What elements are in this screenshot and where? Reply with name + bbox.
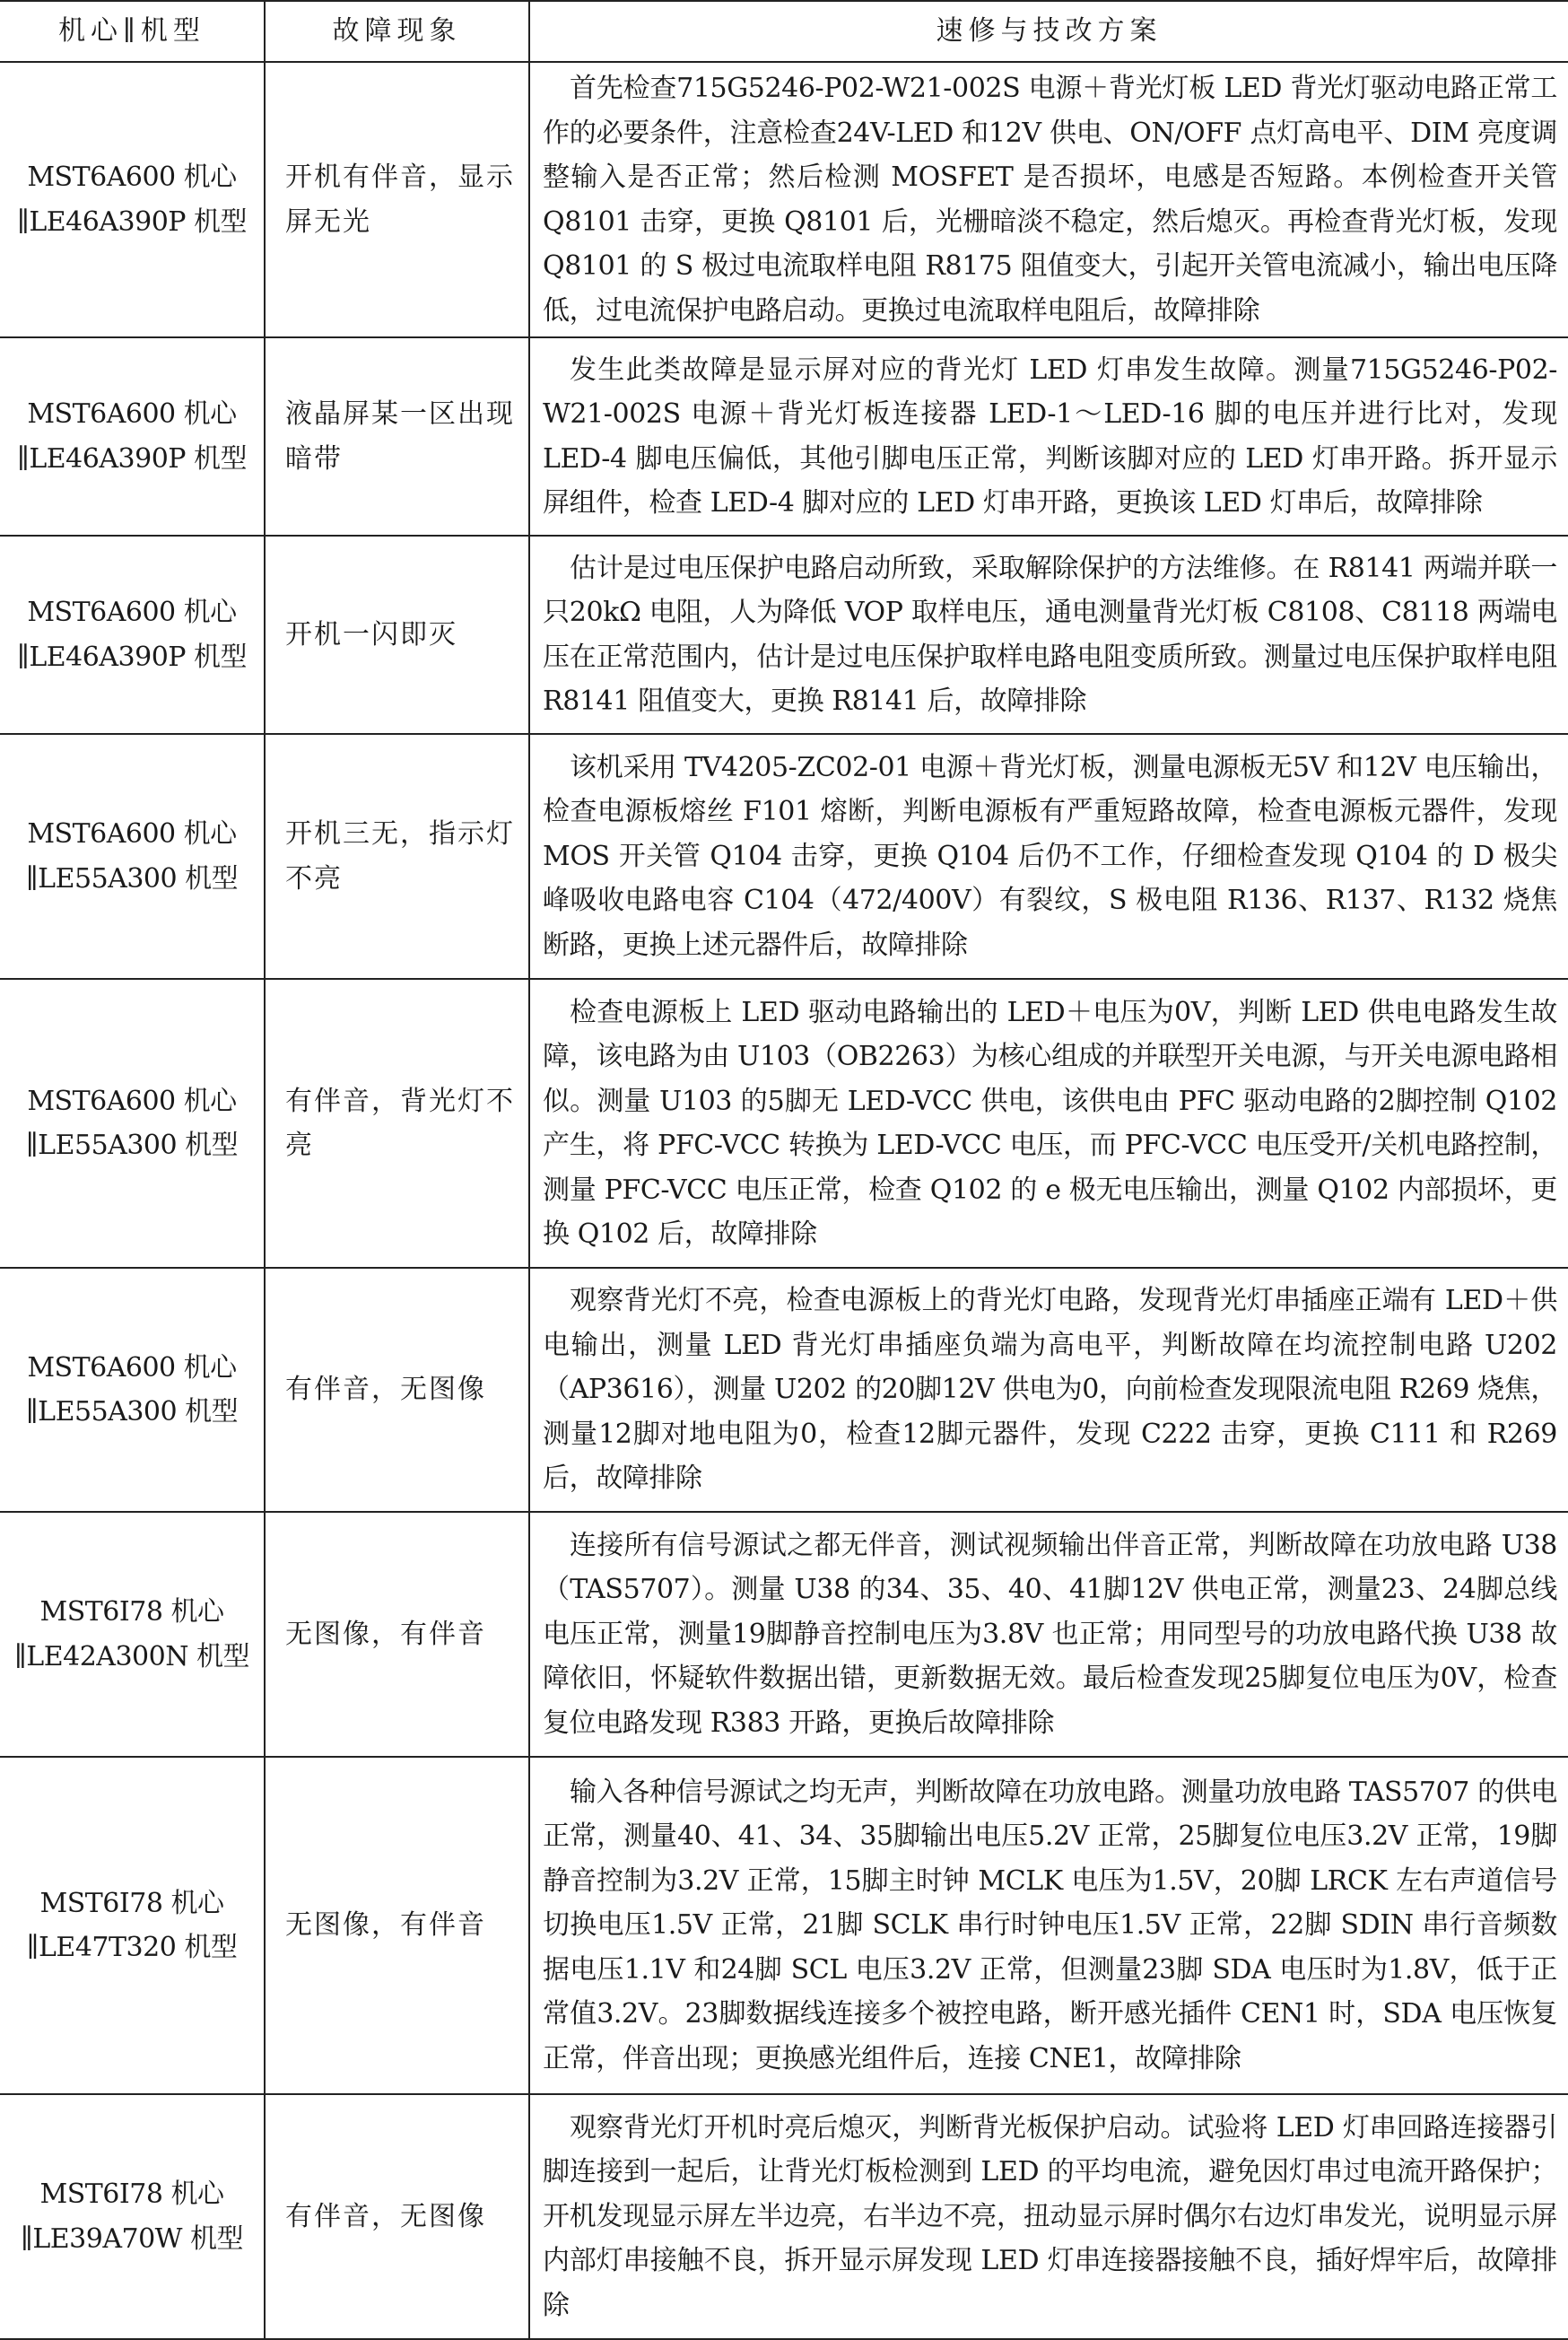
table-row	[0, 734, 1568, 979]
cell-solution: 观察背光灯不亮，检查电源板上的背光灯电路，发现背光灯串插座正端有 LED＋供电输出，测量 LED 背光灯串插座负端为高电平，判断故障在均流控制电路 U202（AP3616），测量 U202 的20脚12V 供电为0，向前检查发现限流电阻 R269 烧焦，测量12脚对地电阻为0，检查12脚元器件，发现 C222 击穿，更换 C111 和 R269 后，故障排除	[529, 1268, 1568, 1512]
cell-symptom: 开机一闪即灭	[265, 536, 529, 734]
cell-symptom: 开机有伴音，显示屏无光	[265, 62, 529, 337]
table-row	[0, 979, 1568, 1268]
cell-symptom: 开机三无，指示灯不亮	[265, 734, 529, 979]
table-row	[0, 2094, 1568, 2339]
cell-model: MST6A600 机心∥LE55A300 机型	[0, 734, 265, 979]
cell-solution: 发生此类故障是显示屏对应的背光灯 LED 灯串发生故障。测量715G5246-P02-W21-002S 电源＋背光灯板连接器 LED-1～LED-16 脚的电压并进行比对，发现 LED-4 脚电压偏低，其他引脚电压正常，判断该脚对应的 LED 灯串开路。拆开显示屏组件，检查 LED-4 脚对应的 LED 灯串开路，更换该 LED 灯串后，故障排除	[529, 337, 1568, 536]
table-body	[0, 62, 1568, 2339]
header-symptom: 故障现象	[265, 1, 529, 62]
cell-model: MST6A600 机心∥LE46A390P 机型	[0, 536, 265, 734]
table-row	[0, 1512, 1568, 1757]
cell-model: MST6A600 机心∥LE46A390P 机型	[0, 337, 265, 536]
cell-solution: 首先检查715G5246-P02-W21-002S 电源＋背光灯板 LED 背光灯驱动电路正常工作的必要条件，注意检查24V-LED 和12V 供电、ON/OFF 点灯高电平、DIM 亮度调整输入是否正常；然后检测 MOSFET 是否损坏，电感是否短路。本例检查开关管 Q8101 击穿，更换 Q8101 后，光栅暗淡不稳定，然后熄灭。再检查背光灯板，发现 Q8101 的 S 极过电流取样电阻 R8175 阻值变大，引起开关管电流减小，输出电压降低，过电流保护电路启动。更换过电流取样电阻后，故障排除	[529, 62, 1568, 337]
table-row	[0, 1757, 1568, 2094]
cell-symptom: 有伴音，无图像	[265, 1268, 529, 1512]
header-solution: 速修与技改方案	[529, 1, 1568, 62]
header-row	[0, 1, 1568, 62]
table-row	[0, 536, 1568, 734]
table-row	[0, 1268, 1568, 1512]
cell-symptom: 无图像，有伴音	[265, 1757, 529, 2094]
table-header	[0, 1, 1568, 62]
table-row	[0, 62, 1568, 337]
cell-model: MST6A600 机心∥LE46A390P 机型	[0, 62, 265, 337]
cell-symptom: 液晶屏某一区出现暗带	[265, 337, 529, 536]
cell-solution: 估计是过电压保护电路启动所致，采取解除保护的方法维修。在 R8141 两端并联一只20kΩ 电阻，人为降低 VOP 取样电压，通电测量背光灯板 C8108、C8118 两端电压在正常范围内，估计是过电压保护取样电路电阻变质所致。测量过电压保护取样电阻 R8141 阻值变大，更换 R8141 后，故障排除	[529, 536, 1568, 734]
cell-model: MST6I78 机心∥LE39A70W 机型	[0, 2094, 265, 2339]
cell-solution: 检查电源板上 LED 驱动电路输出的 LED＋电压为0V，判断 LED 供电电路发生故障，该电路为由 U103（OB2263）为核心组成的并联型开关电源，与开关电源电路相似。测量 U103 的5脚无 LED-VCC 供电，该供电由 PFC 驱动电路的2脚控制 Q102 产生，将 PFC-VCC 转换为 LED-VCC 电压，而 PFC-VCC 电压受开/关机电路控制，测量 PFC-VCC 电压正常，检查 Q102 的 e 极无电压输出，测量 Q102 内部损坏，更换 Q102 后，故障排除	[529, 979, 1568, 1268]
header-model: 机心∥机型	[0, 1, 265, 62]
cell-model: MST6A600 机心∥LE55A300 机型	[0, 979, 265, 1268]
table-row	[0, 337, 1568, 536]
cell-model: MST6I78 机心∥LE42A300N 机型	[0, 1512, 265, 1757]
cell-solution: 连接所有信号源试之都无伴音，测试视频输出伴音正常，判断故障在功放电路 U38（TAS5707）。测量 U38 的34、35、40、41脚12V 供电正常，测量23、24脚总线电压正常，测量19脚静音控制电压为3.8V 也正常；用同型号的功放电路代换 U38 故障依旧，怀疑软件数据出错，更新数据无效。最后检查发现25脚复位电压为0V，检查复位电路发现 R383 开路，更换后故障排除	[529, 1512, 1568, 1757]
cell-symptom: 无图像，有伴音	[265, 1512, 529, 1757]
cell-model: MST6A600 机心∥LE55A300 机型	[0, 1268, 265, 1512]
cell-model: MST6I78 机心∥LE47T320 机型	[0, 1757, 265, 2094]
cell-solution: 观察背光灯开机时亮后熄灭，判断背光板保护启动。试验将 LED 灯串回路连接器引脚连接到一起后，让背光灯板检测到 LED 的平均电流，避免因灯串过电流开路保护；开机发现显示屏左半边亮，右半边不亮，扭动显示屏时偶尔右边灯串发光，说明显示屏内部灯串接触不良，拆开显示屏发现 LED 灯串连接器接触不良，插好焊牢后，故障排除	[529, 2094, 1568, 2339]
cell-symptom: 有伴音，无图像	[265, 2094, 529, 2339]
cell-solution: 输入各种信号源试之均无声，判断故障在功放电路。测量功放电路 TAS5707 的供电正常，测量40、41、34、35脚输出电压5.2V 正常，25脚复位电压3.2V 正常，19脚静音控制为3.2V 正常，15脚主时钟 MCLK 电压为1.5V，20脚 LRCK 左右声道信号切换电压1.5V 正常，21脚 SCLK 串行时钟电压1.5V 正常，22脚 SDIN 串行音频数据电压1.1V 和24脚 SCL 电压3.2V 正常，但测量23脚 SDA 电压时为1.8V，低于正常值3.2V。23脚数据线连接多个被控电路，断开感光插件 CEN1 时，SDA 电压恢复正常，伴音出现；更换感光组件后，连接 CNE1，故障排除	[529, 1757, 1568, 2094]
cell-solution: 该机采用 TV4205-ZC02-01 电源＋背光灯板，测量电源板无5V 和12V 电压输出，检查电源板熔丝 F101 熔断，判断电源板有严重短路故障，检查电源板元器件，发现 MOS 开关管 Q104 击穿，更换 Q104 后仍不工作，仔细检查发现 Q104 的 D 极尖峰吸收电路电容 C104（472/400V）有裂纹，S 极电阻 R136、R137、R132 烧焦断路，更换上述元器件后，故障排除	[529, 734, 1568, 979]
cell-symptom: 有伴音，背光灯不亮	[265, 979, 529, 1268]
